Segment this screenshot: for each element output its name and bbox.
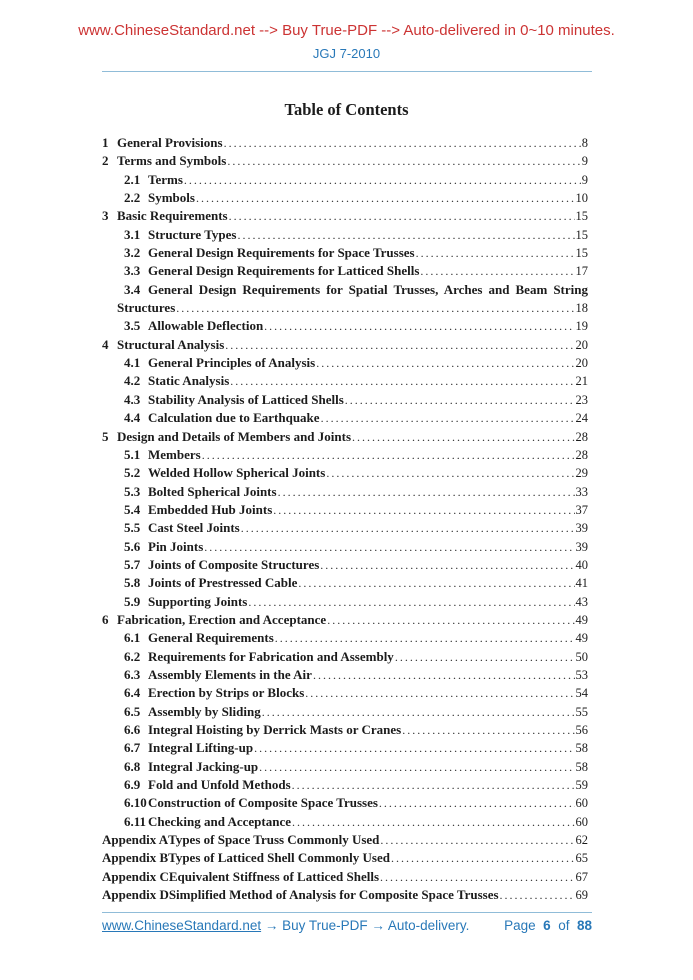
dot-leader (380, 831, 574, 849)
toc-entry-title: Symbols (148, 190, 195, 206)
page-number: 53 (575, 667, 588, 682)
toc-entry-number: 6.4 (124, 685, 141, 701)
toc-entry[interactable] (102, 483, 588, 501)
dot-leader (227, 152, 580, 170)
toc-entry-number: Appendix A (102, 832, 169, 848)
dot-leader (321, 409, 575, 427)
page-number: 60 (575, 814, 588, 829)
toc-entry[interactable] (102, 134, 588, 152)
toc-entry-title: Fabrication, Erection and Acceptance (117, 611, 327, 627)
page-indicator: Page 6 of 88 (504, 918, 592, 933)
toc-entry-title: Fold and Unfold Methods (148, 777, 291, 793)
toc-entry[interactable] (102, 391, 588, 409)
toc-entry[interactable] (102, 336, 588, 354)
toc-entry-title: Types of Space Truss Commonly Used (168, 832, 380, 848)
page-number: 60 (575, 796, 588, 811)
toc-entry-number: 6.8 (124, 758, 141, 774)
dot-leader (184, 171, 581, 189)
toc-entry[interactable] (102, 207, 588, 225)
toc-entry[interactable] (102, 684, 588, 702)
dot-leader (345, 391, 575, 409)
toc-entry-title: Integral Jacking-up (148, 758, 259, 774)
toc-entry-number: 5.2 (124, 465, 141, 481)
toc-entry[interactable] (102, 648, 588, 666)
toc-entry-number: 4.3 (124, 391, 141, 407)
page-footer (102, 918, 592, 933)
toc-entry-title: Joints of Composite Structures (148, 556, 320, 572)
toc-entry-number: 6.6 (124, 722, 141, 737)
page-number: 19 (575, 319, 588, 334)
dot-leader (420, 262, 574, 280)
toc-entry-number: 5.6 (124, 538, 141, 554)
toc-entry-title: Stability Analysis of Latticed Shells (148, 391, 344, 407)
dot-leader (380, 868, 574, 886)
toc-entry[interactable] (102, 611, 588, 629)
page-number: 9 (581, 172, 588, 187)
dot-leader (326, 464, 574, 482)
toc-entry[interactable] (102, 446, 588, 464)
toc-entry-number: 6.11 (124, 813, 147, 829)
toc-entry-title: Terms and Symbols (117, 153, 227, 169)
toc-entry-line1 (102, 281, 588, 299)
page-number: 65 (575, 851, 588, 866)
page-current: 6 (543, 918, 551, 933)
toc-entry-number: 5.7 (124, 556, 141, 572)
page-number: 49 (575, 612, 588, 627)
toc-entry[interactable] (102, 776, 588, 794)
dot-leader (416, 244, 575, 262)
toc-entry[interactable] (102, 666, 588, 684)
page-number: 69 (575, 888, 588, 903)
toc-entry-title: Pin Joints (148, 538, 204, 554)
promo-banner[interactable]: www.ChineseStandard.net --> Buy True-PDF --> Auto-delivered in 0~10 minutes. (78, 22, 615, 39)
toc-entry[interactable] (102, 464, 588, 482)
toc-entry-title: Erection by Strips or Blocks (148, 685, 305, 701)
dot-leader (196, 189, 575, 207)
dot-leader (229, 207, 575, 225)
toc-entry[interactable] (102, 538, 588, 556)
toc-entry[interactable] (102, 354, 588, 372)
dot-leader (395, 648, 575, 666)
page-number: 43 (575, 594, 588, 609)
toc-entry[interactable] (102, 281, 588, 318)
toc-entry-number: 5 (102, 428, 109, 444)
dot-leader (352, 428, 574, 446)
toc-entry-title: Equivalent Stiffness of Latticed Shells (168, 868, 380, 884)
toc-entry[interactable] (102, 574, 588, 592)
toc-entry[interactable] (102, 262, 588, 280)
toc-entry-title: Structure Types (148, 226, 237, 242)
toc-entry[interactable] (102, 721, 588, 739)
page-number: 24 (575, 411, 588, 426)
toc-entry-title: Embedded Hub Joints (148, 501, 273, 517)
toc-entry-title: General Principles of Analysis (148, 355, 316, 371)
page-number: 23 (575, 392, 588, 407)
toc-entry-title: Design and Details of Members and Joints (117, 428, 352, 444)
toc-entry-title: Checking and Acceptance (148, 813, 291, 829)
page-number: 55 (575, 704, 588, 719)
page-number: 62 (575, 833, 588, 848)
dot-leader (248, 593, 574, 611)
page-number: 21 (575, 374, 588, 389)
toc-entry[interactable] (102, 189, 588, 207)
toc-entry-title: Joints of Prestressed Cable (148, 575, 298, 591)
dot-leader (292, 776, 575, 794)
toc-entry-title: Types of Latticed Shell Commonly Used (168, 850, 390, 866)
toc-entry-title: Requirements for Fabrication and Assembly (148, 648, 394, 664)
dot-leader (230, 372, 574, 390)
toc-entry[interactable] (102, 409, 588, 427)
page-number: 58 (575, 741, 588, 756)
toc-entry[interactable] (102, 831, 588, 849)
page-number: 33 (575, 484, 588, 499)
page-number: 40 (575, 557, 588, 572)
page-total: 88 (576, 918, 592, 933)
page-number: 49 (575, 631, 588, 646)
toc-entry-title: Basic Requirements (117, 208, 228, 224)
toc-entry-title: General Design Requirements for Space Trusses (148, 245, 415, 261)
dot-leader (204, 538, 574, 556)
toc-entry-title-continued: Structures (117, 300, 176, 316)
toc-entry-title: General Design Requirements for Spatial Trusses, Arches and Beam String (148, 281, 588, 297)
toc-entry-number: 5.4 (124, 501, 141, 517)
dot-leader (202, 446, 575, 464)
toc-entry-number: 6 (102, 611, 109, 627)
toc-entry[interactable] (102, 629, 588, 647)
toc-entry-number: 3.5 (124, 318, 141, 334)
toc-entry-title: Assembly Elements in the Air (148, 666, 312, 682)
toc-entry[interactable] (102, 703, 588, 721)
dot-leader (275, 629, 575, 647)
toc-entry-number: 3.3 (124, 263, 141, 279)
toc-entry-number: 6.7 (124, 740, 141, 756)
toc-entry[interactable] (102, 152, 588, 170)
toc-entry-number: 2.2 (124, 190, 141, 206)
toc-entry-number: 4.1 (124, 355, 141, 371)
dot-leader (225, 336, 574, 354)
toc-entry-number: 5.9 (124, 593, 141, 609)
toc-entry[interactable] (102, 556, 588, 574)
dot-leader (379, 794, 575, 812)
toc-entry-title: Static Analysis (148, 373, 230, 389)
page-number: 41 (575, 576, 588, 591)
toc-entry-title: Bolted Spherical Joints (148, 483, 277, 499)
page-number: 20 (575, 356, 588, 371)
toc-entry-title: Integral Lifting-up (148, 740, 254, 756)
toc-entry[interactable] (102, 226, 588, 244)
page-number: 28 (575, 429, 588, 444)
page-number: 18 (575, 301, 588, 316)
toc-entry-number: 3.4 (124, 281, 141, 297)
dot-leader (273, 501, 574, 519)
toc-entry-number: 5.8 (124, 575, 141, 591)
toc-entry[interactable] (102, 849, 588, 867)
page-number: 8 (581, 136, 588, 150)
toc-entry-title: Members (148, 446, 201, 462)
dot-leader (500, 886, 575, 904)
toc-entry[interactable] (102, 372, 588, 390)
dot-leader (264, 317, 574, 335)
toc-entry-title: Calculation due to Earthquake (148, 410, 320, 426)
toc-entry-title: Integral Hoisting by Derrick Masts or Cranes (148, 722, 402, 737)
footer-left (102, 918, 469, 933)
toc-entry-title: General Requirements (148, 630, 274, 646)
dot-leader (224, 134, 581, 152)
toc-entry-number: 6.5 (124, 703, 141, 719)
page-number: 56 (575, 723, 588, 737)
toc-entry-number: 4.2 (124, 373, 141, 389)
page-number: 9 (581, 154, 588, 169)
toc-entry-title: General Design Requirements for Latticed Shells (148, 263, 420, 279)
toc-entry-number: 5.1 (124, 446, 141, 462)
toc-entry[interactable] (102, 886, 588, 904)
toc-list (102, 134, 588, 904)
page-number: 20 (575, 337, 588, 352)
toc-entry[interactable] (102, 519, 588, 537)
toc-entry-title: Structural Analysis (117, 336, 225, 352)
toc-entry-number: 5.3 (124, 483, 141, 499)
toc-entry-number: 3.2 (124, 245, 141, 261)
dot-leader (292, 813, 575, 831)
toc-entry-line2 (102, 299, 588, 317)
toc-entry[interactable] (102, 758, 588, 776)
toc-entry[interactable] (102, 171, 588, 189)
page-number: 50 (575, 649, 588, 664)
toc-entry-title: Cast Steel Joints (148, 520, 240, 536)
page-number: 15 (575, 227, 588, 242)
toc-entry[interactable] (102, 501, 588, 519)
toc-entry-number: 6.9 (124, 777, 141, 793)
standard-code: JGJ 7-2010 (312, 46, 381, 61)
toc-entry-title: Terms (148, 171, 183, 187)
toc-entry[interactable] (102, 593, 588, 611)
toc-entry-number: 3 (102, 208, 109, 224)
header-divider (102, 71, 592, 72)
dot-leader (176, 299, 574, 317)
toc-entry-number: 6.2 (124, 648, 141, 664)
toc-entry[interactable] (102, 428, 588, 446)
toc-entry[interactable] (102, 813, 588, 831)
dot-leader (241, 519, 575, 537)
toc-entry-number: 4.4 (124, 410, 141, 426)
page-number: 17 (575, 264, 588, 279)
page-number: 39 (575, 539, 588, 554)
page-number: 28 (575, 447, 588, 462)
toc-entry-number: 6.1 (124, 630, 141, 646)
page-number: 29 (575, 466, 588, 481)
dot-leader (327, 611, 574, 629)
toc-entry-number: 2.1 (124, 171, 141, 187)
toc-entry-title: Assembly by Sliding (148, 703, 261, 719)
page-number: 67 (575, 869, 588, 884)
toc-entry-title: General Provisions (117, 135, 223, 150)
footer-link-suffix: → Buy True-PDF → Auto-delivery. (261, 918, 470, 933)
toc-entry-title: Allowable Deflection (148, 318, 264, 334)
toc-entry-number: 6.10 (124, 795, 147, 811)
toc-entry[interactable] (102, 794, 588, 812)
dot-leader (262, 703, 575, 721)
footer-divider (102, 912, 592, 913)
toc-entry-number: Appendix D (102, 887, 169, 903)
toc-entry-number: 6.3 (124, 666, 141, 682)
toc-entry-title: Simplified Method of Analysis for Composite Space Trusses (168, 887, 499, 903)
toc-entry-number: 1 (102, 135, 109, 150)
dot-leader (313, 666, 575, 684)
page-number: 15 (575, 209, 588, 224)
page-number: 10 (575, 191, 588, 206)
toc-entry-number: Appendix C (102, 868, 169, 884)
dot-leader (298, 574, 574, 592)
page-title: Table of Contents (284, 100, 409, 119)
toc-entry[interactable] (102, 739, 588, 757)
page-number: 58 (575, 759, 588, 774)
toc-entry-number: 3.1 (124, 226, 141, 242)
dot-leader (316, 354, 574, 372)
toc-entry-number: 5.5 (124, 520, 141, 536)
page-number: 39 (575, 521, 588, 536)
page-number: 54 (575, 686, 588, 701)
toc-entry[interactable] (102, 317, 588, 335)
toc-entry-title: Supporting Joints (148, 593, 248, 609)
page-number: 15 (575, 246, 588, 261)
dot-leader (320, 556, 574, 574)
toc-entry-title: Construction of Composite Space Trusses (148, 795, 378, 811)
toc-entry-title: Welded Hollow Spherical Joints (148, 465, 326, 481)
toc-entry-number: 2 (102, 153, 109, 169)
page-number: 59 (575, 778, 588, 793)
dot-leader (254, 739, 574, 757)
toc-entry-number: Appendix B (102, 850, 169, 866)
toc-entry[interactable] (102, 868, 588, 886)
footer-link[interactable]: www.ChineseStandard.net (102, 918, 262, 933)
dot-leader (237, 226, 574, 244)
dot-leader (305, 684, 574, 702)
dot-leader (278, 483, 575, 501)
toc-entry-number: 4 (102, 336, 109, 352)
dot-leader (391, 849, 575, 867)
dot-leader (402, 721, 574, 739)
page-number: 37 (575, 502, 588, 517)
toc-entry[interactable] (102, 244, 588, 262)
dot-leader (259, 758, 574, 776)
